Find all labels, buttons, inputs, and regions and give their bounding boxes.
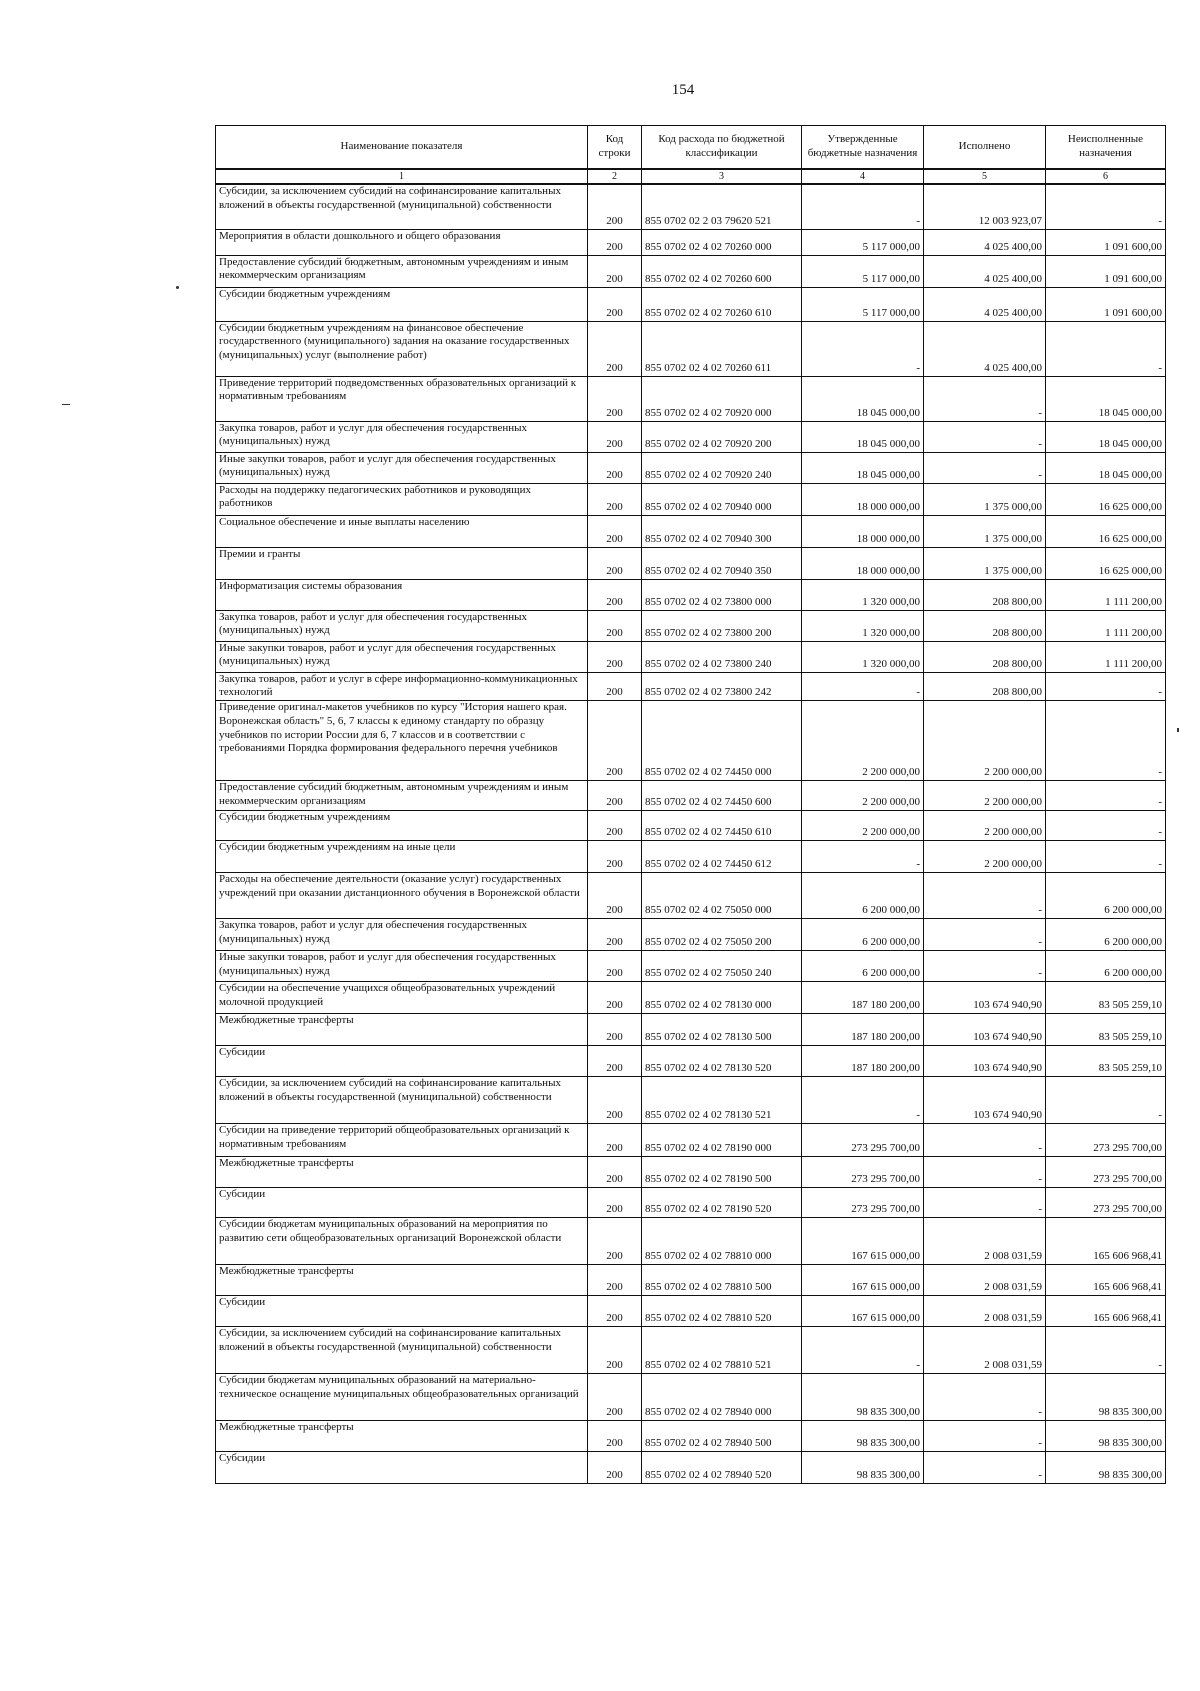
expense-code: 855 0702 02 4 02 70260 000 (642, 229, 802, 255)
column-number: 1 (216, 169, 588, 184)
expense-code: 855 0702 02 4 02 78940 000 (642, 1374, 802, 1421)
executed-amount: 103 674 940,90 (924, 982, 1046, 1014)
row-name: Субсидии бюджетным учреждениям на иные цели (216, 841, 588, 873)
row-name: Закупка товаров, работ и услуг для обеспечения государственных (муниципальных) нужд (216, 421, 588, 452)
table-row (216, 483, 1166, 515)
row-name: Закупка товаров, работ и услуг для обеспечения государственных (муниципальных) нужд (216, 610, 588, 641)
approved-amount: 18 045 000,00 (802, 376, 924, 421)
approved-amount: 6 200 000,00 (802, 951, 924, 982)
table-row (216, 951, 1166, 982)
unexecuted-amount: 98 835 300,00 (1046, 1421, 1166, 1452)
column-number: 4 (802, 169, 924, 184)
unexecuted-amount: 16 625 000,00 (1046, 515, 1166, 547)
executed-amount: 208 800,00 (924, 610, 1046, 641)
executed-amount: 208 800,00 (924, 672, 1046, 701)
row-code: 200 (588, 421, 642, 452)
executed-amount: - (924, 1421, 1046, 1452)
row-name: Субсидии, за исключением субсидий на софинансирование капитальных вложений в объекты государственной (муниципальной) собственности (216, 1327, 588, 1374)
expense-code: 855 0702 02 4 02 70920 200 (642, 421, 802, 452)
expense-code: 855 0702 02 4 02 78190 500 (642, 1157, 802, 1188)
row-code: 200 (588, 919, 642, 951)
unexecuted-amount: 273 295 700,00 (1046, 1188, 1166, 1218)
scan-tick-mark (1177, 728, 1179, 732)
executed-amount: 2 200 000,00 (924, 701, 1046, 781)
header-unexecuted: Неисполненные назначения (1046, 126, 1166, 170)
approved-amount: - (802, 184, 924, 229)
scan-dot-mark (176, 286, 179, 289)
row-name: Межбюджетные трансферты (216, 1265, 588, 1296)
executed-amount: - (924, 951, 1046, 982)
approved-amount: 18 045 000,00 (802, 421, 924, 452)
approved-amount: 273 295 700,00 (802, 1188, 924, 1218)
approved-amount: 5 117 000,00 (802, 229, 924, 255)
expense-code: 855 0702 02 4 02 73800 200 (642, 610, 802, 641)
row-code: 200 (588, 287, 642, 321)
row-name: Субсидии на приведение территорий общеобразовательных организаций к нормативным требованиям (216, 1124, 588, 1157)
expense-code: 855 0702 02 4 02 74450 610 (642, 811, 802, 841)
row-code: 200 (588, 1077, 642, 1124)
unexecuted-amount: 1 111 200,00 (1046, 610, 1166, 641)
approved-amount: 187 180 200,00 (802, 1046, 924, 1077)
approved-amount: 98 835 300,00 (802, 1421, 924, 1452)
approved-amount: 1 320 000,00 (802, 641, 924, 672)
row-name: Приведение территорий подведомственных образовательных организаций к нормативным требованиям (216, 376, 588, 421)
table-row (216, 1452, 1166, 1484)
executed-amount: 1 375 000,00 (924, 515, 1046, 547)
approved-amount: 1 320 000,00 (802, 610, 924, 641)
expense-code: 855 0702 02 4 02 70260 611 (642, 321, 802, 376)
row-code: 200 (588, 610, 642, 641)
executed-amount: 4 025 400,00 (924, 229, 1046, 255)
table-row (216, 1374, 1166, 1421)
row-name: Субсидии (216, 1188, 588, 1218)
row-code: 200 (588, 672, 642, 701)
column-number: 3 (642, 169, 802, 184)
unexecuted-amount: 6 200 000,00 (1046, 873, 1166, 919)
table-row (216, 452, 1166, 483)
executed-amount: - (924, 376, 1046, 421)
row-code: 200 (588, 781, 642, 811)
row-name: Иные закупки товаров, работ и услуг для обеспечения государственных (муниципальных) нужд (216, 951, 588, 982)
row-name: Иные закупки товаров, работ и услуг для обеспечения государственных (муниципальных) нужд (216, 641, 588, 672)
expense-code: 855 0702 02 4 02 74450 600 (642, 781, 802, 811)
table-row (216, 321, 1166, 376)
approved-amount: 167 615 000,00 (802, 1218, 924, 1265)
row-name: Межбюджетные трансферты (216, 1014, 588, 1046)
table-row (216, 982, 1166, 1014)
executed-amount: 2 008 031,59 (924, 1296, 1046, 1327)
table-row (216, 1157, 1166, 1188)
row-code: 200 (588, 1296, 642, 1327)
unexecuted-amount: 1 091 600,00 (1046, 287, 1166, 321)
row-code: 200 (588, 951, 642, 982)
row-code: 200 (588, 1327, 642, 1374)
approved-amount: 273 295 700,00 (802, 1124, 924, 1157)
unexecuted-amount: 16 625 000,00 (1046, 547, 1166, 579)
expense-code: 855 0702 02 4 02 70260 600 (642, 255, 802, 287)
executed-amount: 2 200 000,00 (924, 841, 1046, 873)
table-row (216, 1188, 1166, 1218)
expense-code: 855 0702 02 4 02 78810 521 (642, 1327, 802, 1374)
approved-amount: 18 000 000,00 (802, 483, 924, 515)
table-row (216, 184, 1166, 229)
expense-code: 855 0702 02 4 02 73800 240 (642, 641, 802, 672)
table-row (216, 1421, 1166, 1452)
row-code: 200 (588, 515, 642, 547)
row-name: Субсидии бюджетам муниципальных образований на материально-техническое оснащение муниципальных общеобразовательных организаций (216, 1374, 588, 1421)
approved-amount: 2 200 000,00 (802, 701, 924, 781)
unexecuted-amount: - (1046, 672, 1166, 701)
header-indicator-name: Наименование показателя (216, 126, 588, 170)
row-name: Премии и гранты (216, 547, 588, 579)
unexecuted-amount: 18 045 000,00 (1046, 452, 1166, 483)
row-code: 200 (588, 1014, 642, 1046)
row-code: 200 (588, 1452, 642, 1484)
expense-code: 855 0702 02 4 02 78130 520 (642, 1046, 802, 1077)
row-name: Субсидии, за исключением субсидий на софинансирование капитальных вложений в объекты государственной (муниципальной) собственности (216, 184, 588, 229)
executed-amount: - (924, 1452, 1046, 1484)
expense-code: 855 0702 02 4 02 78190 000 (642, 1124, 802, 1157)
expense-code: 855 0702 02 2 03 79620 521 (642, 184, 802, 229)
expense-code: 855 0702 02 4 02 78810 000 (642, 1218, 802, 1265)
row-name: Субсидии (216, 1452, 588, 1484)
unexecuted-amount: - (1046, 701, 1166, 781)
expense-code: 855 0702 02 4 02 78190 520 (642, 1188, 802, 1218)
expense-code: 855 0702 02 4 02 70940 000 (642, 483, 802, 515)
executed-amount: 4 025 400,00 (924, 287, 1046, 321)
executed-amount: 2 008 031,59 (924, 1265, 1046, 1296)
table-row (216, 1265, 1166, 1296)
unexecuted-amount: - (1046, 841, 1166, 873)
unexecuted-amount: 1 091 600,00 (1046, 255, 1166, 287)
row-code: 200 (588, 229, 642, 255)
expense-code: 855 0702 02 4 02 73800 000 (642, 579, 802, 610)
header-expense-code: Код расхода по бюджетной классификации (642, 126, 802, 170)
approved-amount: - (802, 1077, 924, 1124)
unexecuted-amount: 1 091 600,00 (1046, 229, 1166, 255)
row-name: Расходы на поддержку педагогических работников и руководящих работников (216, 483, 588, 515)
row-code: 200 (588, 841, 642, 873)
row-code: 200 (588, 873, 642, 919)
table-row (216, 515, 1166, 547)
approved-amount: 98 835 300,00 (802, 1374, 924, 1421)
executed-amount: 1 375 000,00 (924, 547, 1046, 579)
table-row (216, 610, 1166, 641)
expense-code: 855 0702 02 4 02 70940 350 (642, 547, 802, 579)
table-row (216, 376, 1166, 421)
table-row (216, 1014, 1166, 1046)
expense-code: 855 0702 02 4 02 74450 000 (642, 701, 802, 781)
table-row (216, 919, 1166, 951)
expense-code: 855 0702 02 4 02 78940 520 (642, 1452, 802, 1484)
row-code: 200 (588, 483, 642, 515)
approved-amount: 6 200 000,00 (802, 873, 924, 919)
table-row (216, 701, 1166, 781)
table-row (216, 781, 1166, 811)
table-row (216, 255, 1166, 287)
row-name: Предоставление субсидий бюджетным, автономным учреждениям и иным некоммерческим организациям (216, 255, 588, 287)
expense-code: 855 0702 02 4 02 78130 521 (642, 1077, 802, 1124)
header-approved: Утвержденные бюджетные назначения (802, 126, 924, 170)
budget-execution-table (215, 125, 1166, 1484)
approved-amount: 167 615 000,00 (802, 1265, 924, 1296)
unexecuted-amount: 273 295 700,00 (1046, 1124, 1166, 1157)
table-row (216, 873, 1166, 919)
unexecuted-amount: 18 045 000,00 (1046, 376, 1166, 421)
executed-amount: 1 375 000,00 (924, 483, 1046, 515)
approved-amount: 2 200 000,00 (802, 811, 924, 841)
approved-amount: 18 000 000,00 (802, 515, 924, 547)
table-row (216, 579, 1166, 610)
row-code: 200 (588, 641, 642, 672)
unexecuted-amount: 16 625 000,00 (1046, 483, 1166, 515)
approved-amount: 273 295 700,00 (802, 1157, 924, 1188)
approved-amount: 187 180 200,00 (802, 982, 924, 1014)
header-executed: Исполнено (924, 126, 1046, 170)
expense-code: 855 0702 02 4 02 75050 200 (642, 919, 802, 951)
expense-code: 855 0702 02 4 02 78810 520 (642, 1296, 802, 1327)
row-name: Субсидии бюджетным учреждениям на финансовое обеспечение государственного (муниципального) задания на оказание государственных (муниципальных) услуг (выполнение работ) (216, 321, 588, 376)
approved-amount: - (802, 1327, 924, 1374)
row-name: Субсидии, за исключением субсидий на софинансирование капитальных вложений в объекты государственной (муниципальной) собственности (216, 1077, 588, 1124)
unexecuted-amount: - (1046, 811, 1166, 841)
expense-code: 855 0702 02 4 02 78130 000 (642, 982, 802, 1014)
approved-amount: - (802, 841, 924, 873)
unexecuted-amount: 1 111 200,00 (1046, 641, 1166, 672)
executed-amount: 2 008 031,59 (924, 1327, 1046, 1374)
executed-amount: - (924, 1374, 1046, 1421)
row-name: Субсидии бюджетным учреждениям (216, 287, 588, 321)
executed-amount: 4 025 400,00 (924, 255, 1046, 287)
executed-amount: - (924, 1157, 1046, 1188)
expense-code: 855 0702 02 4 02 70940 300 (642, 515, 802, 547)
table-row (216, 1218, 1166, 1265)
row-name: Социальное обеспечение и иные выплаты населению (216, 515, 588, 547)
unexecuted-amount: 1 111 200,00 (1046, 579, 1166, 610)
row-code: 200 (588, 321, 642, 376)
row-name: Межбюджетные трансферты (216, 1421, 588, 1452)
approved-amount: 6 200 000,00 (802, 919, 924, 951)
approved-amount: 98 835 300,00 (802, 1452, 924, 1484)
executed-amount: - (924, 1124, 1046, 1157)
table-row (216, 641, 1166, 672)
column-number: 2 (588, 169, 642, 184)
approved-amount: 187 180 200,00 (802, 1014, 924, 1046)
row-code: 200 (588, 811, 642, 841)
approved-amount: - (802, 321, 924, 376)
executed-amount: 2 008 031,59 (924, 1218, 1046, 1265)
row-name: Субсидии бюджетным учреждениям (216, 811, 588, 841)
unexecuted-amount: 6 200 000,00 (1046, 919, 1166, 951)
executed-amount: - (924, 421, 1046, 452)
row-name: Закупка товаров, работ и услуг для обеспечения государственных (муниципальных) нужд (216, 919, 588, 951)
executed-amount: 103 674 940,90 (924, 1014, 1046, 1046)
table-row (216, 1077, 1166, 1124)
expense-code: 855 0702 02 4 02 75050 000 (642, 873, 802, 919)
table-row (216, 811, 1166, 841)
row-name: Межбюджетные трансферты (216, 1157, 588, 1188)
expense-code: 855 0702 02 4 02 78940 500 (642, 1421, 802, 1452)
executed-amount: - (924, 1188, 1046, 1218)
table-row (216, 672, 1166, 701)
column-number-row (216, 169, 1166, 184)
approved-amount: 167 615 000,00 (802, 1296, 924, 1327)
row-code: 200 (588, 1124, 642, 1157)
table-row (216, 421, 1166, 452)
row-code: 200 (588, 376, 642, 421)
approved-amount: 5 117 000,00 (802, 287, 924, 321)
table-row (216, 547, 1166, 579)
expense-code: 855 0702 02 4 02 70920 240 (642, 452, 802, 483)
table-row (216, 229, 1166, 255)
unexecuted-amount: 98 835 300,00 (1046, 1452, 1166, 1484)
row-code: 200 (588, 982, 642, 1014)
row-code: 200 (588, 184, 642, 229)
table-header-row (216, 126, 1166, 170)
row-name: Субсидии (216, 1296, 588, 1327)
row-code: 200 (588, 1188, 642, 1218)
approved-amount: 18 045 000,00 (802, 452, 924, 483)
unexecuted-amount: 83 505 259,10 (1046, 1046, 1166, 1077)
expense-code: 855 0702 02 4 02 78810 500 (642, 1265, 802, 1296)
row-name: Мероприятия в области дошкольного и общего образования (216, 229, 588, 255)
executed-amount: 208 800,00 (924, 641, 1046, 672)
expense-code: 855 0702 02 4 02 70260 610 (642, 287, 802, 321)
executed-amount: 12 003 923,07 (924, 184, 1046, 229)
unexecuted-amount: 165 606 968,41 (1046, 1296, 1166, 1327)
row-code: 200 (588, 1374, 642, 1421)
unexecuted-amount: 98 835 300,00 (1046, 1374, 1166, 1421)
unexecuted-amount: 18 045 000,00 (1046, 421, 1166, 452)
executed-amount: 208 800,00 (924, 579, 1046, 610)
row-name: Субсидии (216, 1046, 588, 1077)
approved-amount: - (802, 672, 924, 701)
row-name: Субсидии бюджетам муниципальных образований на мероприятия по развитию сети общеобразовательных организаций Воронежской области (216, 1218, 588, 1265)
approved-amount: 2 200 000,00 (802, 781, 924, 811)
row-name: Закупка товаров, работ и услуг в сфере информационно-коммуникационных технологий (216, 672, 588, 701)
row-code: 200 (588, 1218, 642, 1265)
row-code: 200 (588, 255, 642, 287)
unexecuted-amount: 273 295 700,00 (1046, 1157, 1166, 1188)
executed-amount: 103 674 940,90 (924, 1046, 1046, 1077)
executed-amount: - (924, 452, 1046, 483)
scan-dash-mark (62, 404, 70, 405)
table-body (216, 184, 1166, 1484)
row-code: 200 (588, 547, 642, 579)
unexecuted-amount: 6 200 000,00 (1046, 951, 1166, 982)
executed-amount: 4 025 400,00 (924, 321, 1046, 376)
table-row (216, 1296, 1166, 1327)
row-code: 200 (588, 1157, 642, 1188)
approved-amount: 1 320 000,00 (802, 579, 924, 610)
expense-code: 855 0702 02 4 02 75050 240 (642, 951, 802, 982)
unexecuted-amount: 165 606 968,41 (1046, 1218, 1166, 1265)
unexecuted-amount: 165 606 968,41 (1046, 1265, 1166, 1296)
expense-code: 855 0702 02 4 02 78130 500 (642, 1014, 802, 1046)
row-name: Субсидии на обеспечение учащихся общеобразовательных учреждений молочной продукцией (216, 982, 588, 1014)
table-row (216, 1124, 1166, 1157)
row-code: 200 (588, 1046, 642, 1077)
unexecuted-amount: 83 505 259,10 (1046, 1014, 1166, 1046)
page-number: 154 (671, 82, 695, 98)
column-number: 5 (924, 169, 1046, 184)
approved-amount: 18 000 000,00 (802, 547, 924, 579)
row-name: Приведение оригинал-макетов учебников по курсу "История нашего края. Воронежская область" 5, 6, 7 классы к единому стандарту по образцу учебников по истории России для 6, 7 классов и в соответствии с требованиями Порядка формирования федерального перечня учебников (216, 701, 588, 781)
unexecuted-amount: 83 505 259,10 (1046, 982, 1166, 1014)
expense-code: 855 0702 02 4 02 73800 242 (642, 672, 802, 701)
executed-amount: - (924, 919, 1046, 951)
row-code: 200 (588, 452, 642, 483)
table-row (216, 1046, 1166, 1077)
row-code: 200 (588, 701, 642, 781)
row-name: Информатизация системы образования (216, 579, 588, 610)
unexecuted-amount: - (1046, 184, 1166, 229)
row-name: Иные закупки товаров, работ и услуг для обеспечения государственных (муниципальных) нужд (216, 452, 588, 483)
executed-amount: 103 674 940,90 (924, 1077, 1046, 1124)
executed-amount: 2 200 000,00 (924, 781, 1046, 811)
unexecuted-amount: - (1046, 1077, 1166, 1124)
table-row (216, 841, 1166, 873)
table-row (216, 1327, 1166, 1374)
unexecuted-amount: - (1046, 781, 1166, 811)
table-row (216, 287, 1166, 321)
row-code: 200 (588, 579, 642, 610)
row-name: Предоставление субсидий бюджетным, автономным учреждениям и иным некоммерческим организациям (216, 781, 588, 811)
approved-amount: 5 117 000,00 (802, 255, 924, 287)
expense-code: 855 0702 02 4 02 74450 612 (642, 841, 802, 873)
expense-code: 855 0702 02 4 02 70920 000 (642, 376, 802, 421)
column-number: 6 (1046, 169, 1166, 184)
row-name: Расходы на обеспечение деятельности (оказание услуг) государственных учреждений при оказании дистанционного обучения в Воронежской области (216, 873, 588, 919)
executed-amount: - (924, 873, 1046, 919)
row-code: 200 (588, 1421, 642, 1452)
header-row-code: Код строки (588, 126, 642, 170)
unexecuted-amount: - (1046, 321, 1166, 376)
executed-amount: 2 200 000,00 (924, 811, 1046, 841)
unexecuted-amount: - (1046, 1327, 1166, 1374)
row-code: 200 (588, 1265, 642, 1296)
